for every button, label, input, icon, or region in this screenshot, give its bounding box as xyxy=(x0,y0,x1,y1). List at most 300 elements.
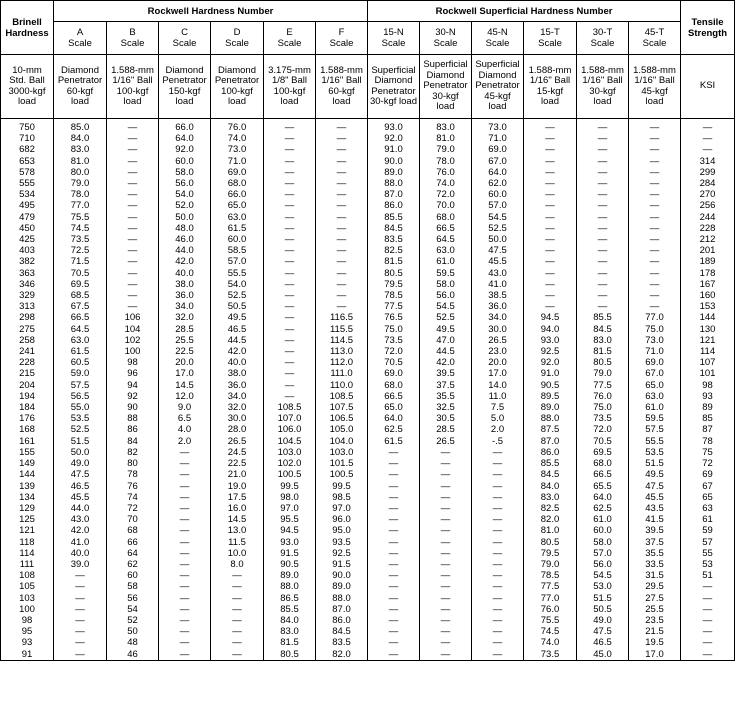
table-cell: 60.5 xyxy=(54,357,107,368)
table-cell: — xyxy=(264,324,316,335)
description-line: 1.588-mm xyxy=(528,64,572,76)
table-cell: 69 xyxy=(681,469,735,480)
table-cell: 61.5 xyxy=(54,346,107,357)
table-cell: -.5 xyxy=(472,436,524,447)
table-cell: 24.5 xyxy=(211,447,264,458)
table-cell: 44.5 xyxy=(420,346,472,357)
table-cell: 81.5 xyxy=(264,637,316,648)
table-cell: 37.5 xyxy=(420,380,472,391)
description-line: load xyxy=(593,96,612,107)
table-cell: 77.0 xyxy=(629,312,681,323)
table-cell: 78.5 xyxy=(368,290,420,301)
table-cell: 5.0 xyxy=(472,413,524,424)
table-cell: 56 xyxy=(107,593,159,604)
scale-header-cell xyxy=(472,22,524,55)
table-cell: 116.5 xyxy=(316,312,368,323)
table-cell: 17.0 xyxy=(472,368,524,379)
table-cell: — xyxy=(264,234,316,245)
table-cell: 38.0 xyxy=(159,279,211,290)
table-cell: 78.0 xyxy=(54,189,107,200)
table-row xyxy=(1,537,735,548)
scale-word: Scale xyxy=(120,38,145,49)
table-cell: 84.5 xyxy=(368,223,420,234)
table-cell: 77.0 xyxy=(54,200,107,211)
table-cell: 66.5 xyxy=(368,391,420,402)
description-line: 30-kgf load xyxy=(369,96,417,107)
description-line: 1/16" Ball xyxy=(112,75,153,86)
table-cell: 64.0 xyxy=(368,413,420,424)
table-cell: 60.0 xyxy=(211,234,264,245)
table-cell: 80.5 xyxy=(577,357,629,368)
table-cell: 81.0 xyxy=(54,156,107,167)
table-cell: 67.0 xyxy=(629,368,681,379)
description-line: 10-mm xyxy=(12,64,42,76)
table-cell: 48 xyxy=(107,637,159,648)
table-cell: 14.5 xyxy=(211,514,264,525)
description-line: Diamond xyxy=(478,69,517,81)
table-cell: 63.0 xyxy=(420,245,472,256)
table-cell: 72.5 xyxy=(54,245,107,256)
table-cell: 49.5 xyxy=(211,312,264,323)
table-cell: 108 xyxy=(1,570,54,581)
table-cell: — xyxy=(107,189,159,200)
table-cell: — xyxy=(524,167,577,178)
table-cell: — xyxy=(107,279,159,290)
table-cell: 60 xyxy=(107,570,159,581)
table-cell: 63 xyxy=(681,503,735,514)
table-cell: 62 xyxy=(107,559,159,570)
load-description-cell xyxy=(107,55,159,119)
scale-letter: 45-T xyxy=(644,27,665,38)
table-cell: 6.5 xyxy=(159,413,211,424)
table-cell: — xyxy=(629,223,681,234)
description-line: KSI xyxy=(699,80,716,92)
scale-word: Scale xyxy=(642,38,667,49)
table-cell: 86.0 xyxy=(316,615,368,626)
table-cell: 81.5 xyxy=(577,346,629,357)
table-cell: 71.0 xyxy=(472,133,524,144)
table-row xyxy=(1,391,735,402)
table-cell: 62.5 xyxy=(577,503,629,514)
table-cell: 30.0 xyxy=(472,324,524,335)
table-cell: 46 xyxy=(107,649,159,661)
table-cell: 682 xyxy=(1,144,54,155)
table-row xyxy=(1,424,735,435)
load-description-cell xyxy=(629,55,681,119)
table-cell: — xyxy=(524,119,577,134)
table-cell: — xyxy=(316,212,368,223)
table-cell: 34.0 xyxy=(211,391,264,402)
table-cell: — xyxy=(211,615,264,626)
table-cell: — xyxy=(107,144,159,155)
table-cell: 118 xyxy=(1,537,54,548)
table-cell: 39.5 xyxy=(420,368,472,379)
table-row xyxy=(1,581,735,592)
table-cell: 241 xyxy=(1,346,54,357)
table-cell: 72.0 xyxy=(420,189,472,200)
scale-word: Scale xyxy=(172,38,197,49)
description-line: load xyxy=(228,96,246,107)
table-cell: 102 xyxy=(107,335,159,346)
table-row xyxy=(1,514,735,525)
table-row xyxy=(1,615,735,626)
table-cell: 26.5 xyxy=(420,436,472,447)
table-cell: 72.0 xyxy=(368,346,420,357)
table-cell: 75.0 xyxy=(368,324,420,335)
table-cell: — xyxy=(264,335,316,346)
table-cell: 76.5 xyxy=(368,312,420,323)
table-cell: 73.5 xyxy=(524,649,577,661)
table-cell: — xyxy=(159,559,211,570)
table-cell: 479 xyxy=(1,212,54,223)
table-cell: 79.0 xyxy=(420,144,472,155)
table-cell: 52.0 xyxy=(159,200,211,211)
table-cell: 81.5 xyxy=(368,256,420,267)
table-cell: — xyxy=(472,469,524,480)
description-line: load xyxy=(123,96,142,107)
table-cell: 47.5 xyxy=(54,469,107,480)
table-cell: — xyxy=(524,245,577,256)
table-cell: 89.0 xyxy=(368,167,420,178)
table-cell: 57.0 xyxy=(472,200,524,211)
table-cell: — xyxy=(368,481,420,492)
table-cell: — xyxy=(316,301,368,312)
table-cell: 64.5 xyxy=(420,234,472,245)
table-cell: — xyxy=(264,391,316,402)
table-cell: 92.5 xyxy=(524,346,577,357)
table-cell: 59.5 xyxy=(629,413,681,424)
table-cell: — xyxy=(264,189,316,200)
table-cell: 14.5 xyxy=(159,380,211,391)
table-cell: 75 xyxy=(681,447,735,458)
table-cell: 75.5 xyxy=(524,615,577,626)
table-cell: 65.5 xyxy=(577,481,629,492)
table-row xyxy=(1,626,735,637)
scale-letter: 30-T xyxy=(592,27,613,38)
table-row xyxy=(1,167,735,178)
table-cell: 121 xyxy=(1,525,54,536)
table-cell: 83.0 xyxy=(420,119,472,134)
table-cell: 88.0 xyxy=(368,178,420,189)
table-cell: 49.0 xyxy=(54,458,107,469)
description-line: Std. Ball xyxy=(9,75,45,86)
table-cell: 82 xyxy=(107,447,159,458)
table-cell: — xyxy=(681,593,735,604)
table-cell: 66.5 xyxy=(420,223,472,234)
table-cell: 63.0 xyxy=(54,335,107,346)
table-cell: — xyxy=(264,290,316,301)
table-cell: 58.0 xyxy=(159,167,211,178)
table-row xyxy=(1,133,735,144)
table-cell: 66 xyxy=(107,537,159,548)
description-line: 1.588-mm xyxy=(320,64,363,76)
table-cell: 66.0 xyxy=(159,119,211,134)
table-row xyxy=(1,279,735,290)
table-cell: 153 xyxy=(681,301,735,312)
table-cell: 53.5 xyxy=(54,413,107,424)
table-row xyxy=(1,604,735,615)
table-cell: — xyxy=(264,178,316,189)
table-cell: 61 xyxy=(681,514,735,525)
table-cell: — xyxy=(420,637,472,648)
table-cell: — xyxy=(472,615,524,626)
table-cell: 49.5 xyxy=(420,324,472,335)
description-line: 1.588-mm xyxy=(633,64,676,76)
table-cell: — xyxy=(368,492,420,503)
table-row xyxy=(1,256,735,267)
table-cell: 37.5 xyxy=(629,537,681,548)
table-row xyxy=(1,189,735,200)
table-cell: 89.5 xyxy=(524,391,577,402)
table-cell: 41.5 xyxy=(629,514,681,525)
table-cell: — xyxy=(368,447,420,458)
table-cell: — xyxy=(316,133,368,144)
table-cell: 72 xyxy=(107,503,159,514)
table-cell: 53.0 xyxy=(577,581,629,592)
description-line: 1/16" Ball xyxy=(321,75,362,86)
table-cell: — xyxy=(472,492,524,503)
table-cell: — xyxy=(316,189,368,200)
table-cell: 100 xyxy=(1,604,54,615)
table-cell: 87.0 xyxy=(524,436,577,447)
table-row xyxy=(1,335,735,346)
table-cell: 59.0 xyxy=(54,368,107,379)
table-cell: — xyxy=(316,167,368,178)
table-cell: — xyxy=(420,649,472,661)
table-cell: 51 xyxy=(681,570,735,581)
table-row xyxy=(1,503,735,514)
table-cell: — xyxy=(264,223,316,234)
scale-letter: A xyxy=(76,27,84,38)
table-cell: — xyxy=(420,593,472,604)
table-row xyxy=(1,212,735,223)
load-description-cell xyxy=(264,55,316,119)
table-cell: 111.0 xyxy=(316,368,368,379)
table-cell: 314 xyxy=(681,156,735,167)
table-cell: 74.0 xyxy=(211,133,264,144)
table-cell: 98.5 xyxy=(316,492,368,503)
table-cell: — xyxy=(472,447,524,458)
table-cell: 93.0 xyxy=(264,537,316,548)
table-cell: 10.0 xyxy=(211,548,264,559)
table-cell: 83.5 xyxy=(368,234,420,245)
table-cell: — xyxy=(107,119,159,134)
table-cell: 103.0 xyxy=(316,447,368,458)
table-cell: 70.5 xyxy=(368,357,420,368)
table-cell: 64.5 xyxy=(54,324,107,335)
table-cell: 45.0 xyxy=(577,649,629,661)
scale-header-cell xyxy=(211,22,264,55)
table-cell: 100 xyxy=(107,346,159,357)
table-cell: — xyxy=(264,368,316,379)
table-cell: 45.5 xyxy=(472,256,524,267)
table-cell: — xyxy=(629,200,681,211)
table-cell: 57.5 xyxy=(629,424,681,435)
table-cell: 92 xyxy=(107,391,159,402)
table-cell: 77.0 xyxy=(524,593,577,604)
table-cell: 41.0 xyxy=(472,279,524,290)
table-cell: 88.0 xyxy=(316,593,368,604)
table-cell: 258 xyxy=(1,335,54,346)
table-cell: 40.0 xyxy=(159,268,211,279)
table-cell: — xyxy=(420,458,472,469)
table-cell: 62.5 xyxy=(368,424,420,435)
table-cell: 61.0 xyxy=(629,402,681,413)
scale-word: Scale xyxy=(329,38,354,49)
table-cell: — xyxy=(211,593,264,604)
table-cell: 167 xyxy=(681,279,735,290)
load-description-cell xyxy=(316,55,368,119)
table-row xyxy=(1,268,735,279)
table-cell: — xyxy=(107,133,159,144)
table-cell: 346 xyxy=(1,279,54,290)
table-cell: 47.5 xyxy=(577,626,629,637)
table-cell: 90.5 xyxy=(264,559,316,570)
table-cell: 36.0 xyxy=(472,301,524,312)
table-cell: 114.5 xyxy=(316,335,368,346)
table-row xyxy=(1,312,735,323)
table-cell: 60.0 xyxy=(159,156,211,167)
table-cell: 39.5 xyxy=(629,525,681,536)
scale-header-cell xyxy=(54,22,107,55)
table-cell: 19.0 xyxy=(211,481,264,492)
table-cell: 55.5 xyxy=(629,436,681,447)
table-cell: — xyxy=(577,178,629,189)
table-cell: — xyxy=(524,268,577,279)
table-cell: 55.5 xyxy=(211,268,264,279)
table-cell: 52.5 xyxy=(472,223,524,234)
table-cell: 107.5 xyxy=(316,402,368,413)
table-cell: 98 xyxy=(107,357,159,368)
table-cell: 104.5 xyxy=(264,436,316,447)
table-cell: 94.5 xyxy=(524,312,577,323)
description-line: Penetrator xyxy=(162,75,207,86)
table-cell: 228 xyxy=(1,357,54,368)
table-cell: — xyxy=(107,200,159,211)
table-cell: — xyxy=(472,537,524,548)
table-cell: 17.5 xyxy=(211,492,264,503)
table-row xyxy=(1,245,735,256)
table-cell: 86.0 xyxy=(524,447,577,458)
table-cell: 87.0 xyxy=(316,604,368,615)
table-row xyxy=(1,368,735,379)
table-cell: 129 xyxy=(1,503,54,514)
table-cell: 79.0 xyxy=(524,559,577,570)
description-line: 15-kgf xyxy=(536,85,564,97)
table-cell: — xyxy=(107,234,159,245)
table-cell: 28.0 xyxy=(211,424,264,435)
table-cell: 578 xyxy=(1,167,54,178)
table-cell: — xyxy=(264,301,316,312)
table-cell: 50 xyxy=(107,626,159,637)
table-cell: — xyxy=(264,380,316,391)
table-cell: — xyxy=(107,290,159,301)
table-cell: — xyxy=(54,604,107,615)
table-cell: — xyxy=(264,133,316,144)
description-line: Superficial xyxy=(423,59,468,71)
table-cell: 12.0 xyxy=(159,391,211,402)
description-line: 30-kgf xyxy=(432,90,459,102)
table-cell: 298 xyxy=(1,312,54,323)
table-cell: — xyxy=(577,268,629,279)
table-cell: — xyxy=(681,581,735,592)
table-cell: — xyxy=(472,626,524,637)
table-cell: 77.5 xyxy=(577,380,629,391)
load-description-cell xyxy=(420,55,472,119)
table-cell: 43.0 xyxy=(54,514,107,525)
scale-word: Scale xyxy=(590,38,615,49)
table-cell: 155 xyxy=(1,447,54,458)
tensile-strength-header: Tensile Strength xyxy=(681,1,735,55)
table-cell: 130 xyxy=(681,324,735,335)
table-row xyxy=(1,144,735,155)
scale-letter: D xyxy=(233,27,241,38)
table-cell: — xyxy=(472,481,524,492)
table-cell: — xyxy=(316,223,368,234)
table-cell: 34.0 xyxy=(159,301,211,312)
table-cell: 74.0 xyxy=(420,178,472,189)
table-cell: 64 xyxy=(107,548,159,559)
table-cell: 50.0 xyxy=(54,447,107,458)
table-cell: 71.0 xyxy=(629,346,681,357)
table-cell: 46.5 xyxy=(577,637,629,648)
table-cell: 89.0 xyxy=(264,570,316,581)
table-cell: 139 xyxy=(1,481,54,492)
table-cell: 85 xyxy=(681,413,735,424)
scale-letter: C xyxy=(181,27,188,38)
table-cell: 108.5 xyxy=(264,402,316,413)
description-line: 1/16" Ball xyxy=(634,75,675,86)
table-cell: 86 xyxy=(107,424,159,435)
scale-header-cell xyxy=(629,22,681,55)
table-cell: — xyxy=(577,256,629,267)
table-cell: — xyxy=(368,570,420,581)
description-line: 1.588-mm xyxy=(111,64,154,76)
table-cell: 93.0 xyxy=(368,119,420,134)
scale-word: Scale xyxy=(225,38,249,49)
table-cell: 90.0 xyxy=(316,570,368,581)
table-cell: — xyxy=(524,178,577,189)
table-cell: 89.0 xyxy=(524,402,577,413)
table-cell: — xyxy=(159,537,211,548)
table-cell: 58.5 xyxy=(211,245,264,256)
scale-word: Scale xyxy=(68,38,92,49)
table-cell: — xyxy=(368,537,420,548)
table-cell: — xyxy=(629,189,681,200)
table-cell: 57.0 xyxy=(211,256,264,267)
table-cell: 144 xyxy=(1,469,54,480)
table-row xyxy=(1,301,735,312)
table-cell: — xyxy=(524,133,577,144)
table-cell: — xyxy=(159,481,211,492)
table-cell: — xyxy=(159,649,211,661)
table-cell: — xyxy=(264,119,316,134)
table-cell: 106.0 xyxy=(264,424,316,435)
table-cell: — xyxy=(368,514,420,525)
table-cell: 20.0 xyxy=(472,357,524,368)
table-cell: 60.0 xyxy=(472,189,524,200)
table-cell: 51.5 xyxy=(54,436,107,447)
table-cell: 91.0 xyxy=(524,368,577,379)
table-cell: 4.0 xyxy=(159,424,211,435)
table-cell: — xyxy=(368,525,420,536)
table-cell: 52.5 xyxy=(54,424,107,435)
table-cell: 70.0 xyxy=(420,200,472,211)
table-cell: 50.5 xyxy=(577,604,629,615)
table-cell: 64.0 xyxy=(159,133,211,144)
rockwell-hardness-group-header: Rockwell Hardness Number xyxy=(54,1,368,22)
table-cell: — xyxy=(264,167,316,178)
